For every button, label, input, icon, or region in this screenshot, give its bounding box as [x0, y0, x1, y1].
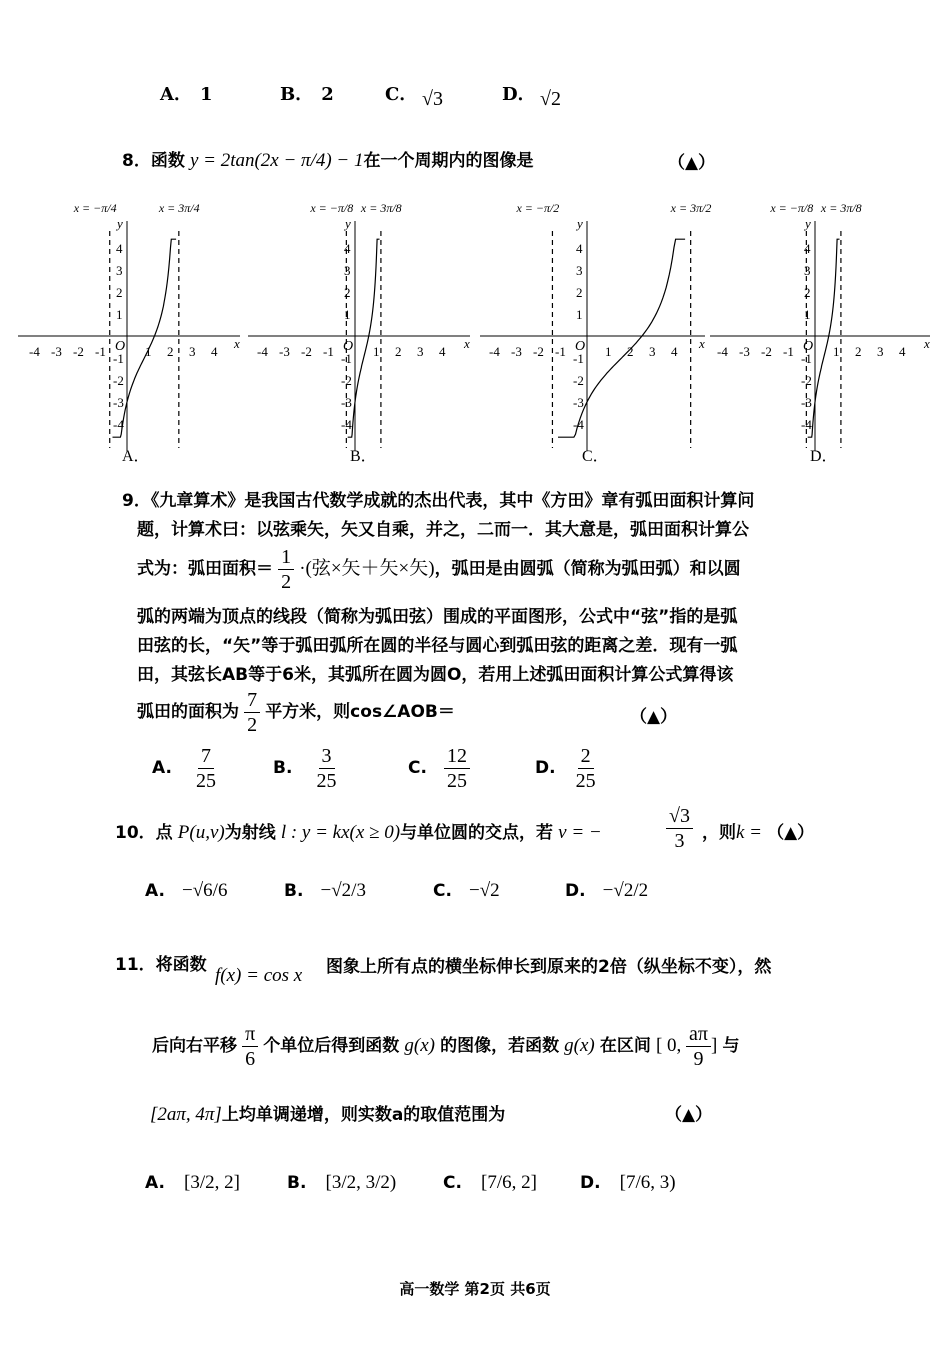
q11-line3: [2aπ, 4π]上均单调递增，则实数a的取值范围为: [150, 1104, 506, 1125]
q9-line5: 田弦的长，“矢”等于弧田弧所在圆的半径与圆心到弧田弦的距离之差．现有一弧: [137, 636, 738, 656]
x-tick-label: -2: [761, 344, 772, 359]
q7-option-b: B． 2: [280, 84, 334, 105]
x-tick-label: 4: [899, 344, 906, 359]
y-tick-label: -3: [113, 395, 124, 410]
x-tick-label: -4: [489, 344, 500, 359]
q9-line2: 题，计算术曰：以弦乘矢，矢又自乘，并之，二而一．其大意是，弧田面积计算公: [137, 520, 749, 540]
x-tick-label: -4: [717, 344, 728, 359]
y-tick-label: 2: [576, 285, 583, 300]
y-axis-label: y: [805, 216, 811, 231]
q10-v-fraction: $\frac{√3}{3}$: [666, 804, 693, 853]
origin-label: O: [343, 339, 354, 354]
y-tick-label: 3: [344, 263, 351, 278]
x-tick-label: 3: [649, 344, 656, 359]
q10-option-c: C. −√2: [433, 880, 500, 901]
y-tick-label: -2: [573, 373, 584, 388]
q9-line3: 式为：弧田面积＝ $\frac{1}{2}$ ·(弦×矢＋矢×矢)，弧田是由圆弧（简称为弧田弧）和以圆: [137, 546, 741, 593]
asymptote-right-label: x = 3π/8: [820, 201, 862, 215]
graph-option-label: A．: [122, 448, 150, 465]
x-tick-label: 1: [833, 344, 840, 359]
y-tick-label: 4: [116, 241, 123, 256]
y-axis-label: y: [577, 216, 583, 231]
x-tick-label: 2: [855, 344, 862, 359]
asymptote-left-label: x = −π/2: [516, 201, 560, 215]
q9-option-c: C. $\frac{12}{25}$: [408, 744, 470, 793]
asymptote-left-label: x = −π/8: [310, 201, 354, 215]
q10-stem: 10．点 P(u,v)为射线 l : y = kx(x ≥ 0)与单位圆的交点，若 v = −: [115, 822, 602, 843]
q9-line4: 弧的两端为顶点的线段（简称为弧田弦）围成的平面图形，公式中“弦”指的是弧: [137, 607, 738, 627]
q9-area-fraction: $\frac{7}{2}$: [244, 688, 260, 737]
q9-half-fraction: $\frac{1}{2}$: [278, 545, 294, 594]
q11-shift-fraction: $\frac{\pi}{6}$: [242, 1022, 258, 1071]
q7-option-d: D．: [502, 84, 536, 105]
q8-graphs: [0, 180, 950, 475]
x-tick-label: -3: [51, 344, 62, 359]
graph-option-label: D．: [810, 448, 838, 465]
q8-stem: 8．函数 y = 2tan(2x − π/4) − 1在一个周期内的图像是: [122, 150, 534, 171]
q11-option-c: C. [7/6, 2]: [443, 1172, 537, 1193]
q11-option-b: B. [3/2, 3/2): [287, 1172, 397, 1193]
y-tick-label: -1: [341, 351, 352, 366]
q11-line2: 后向右平移 $\frac{\pi}{6}$ 个单位后得到函数 g(x) 的图像，若函数 g(x) 在区间 [ 0, $\frac{a\pi}{9}$ ] 与: [152, 1023, 740, 1070]
x-tick-label: -4: [29, 344, 40, 359]
q9-option-a: A. $\frac{7}{25}$: [152, 745, 217, 792]
asymptote-right-label: x = 3π/4: [158, 201, 200, 215]
asymptote-left-label: x = −π/8: [770, 201, 814, 215]
y-tick-label: 4: [576, 241, 583, 256]
y-tick-label: 4: [344, 241, 351, 256]
y-tick-label: -2: [801, 373, 812, 388]
q9-answer-mark: （▲）: [630, 707, 678, 727]
x-tick-label: -2: [301, 344, 312, 359]
y-tick-label: 2: [344, 285, 351, 300]
y-tick-label: 2: [116, 285, 123, 300]
q11-func: f(x) = cos x: [215, 965, 303, 986]
page-footer: 高一数学 第2页 共6页: [399, 1280, 551, 1298]
q8-answer-mark: （▲）: [668, 153, 716, 173]
y-tick-label: -1: [573, 351, 584, 366]
x-tick-label: 1: [373, 344, 380, 359]
q9-line7: 弧田的面积为 $\frac{7}{2}$ 平方米，则cos∠AOB＝: [137, 689, 455, 736]
x-axis-label: x: [924, 336, 930, 351]
x-tick-label: -3: [511, 344, 522, 359]
q11-option-a: A. [3/2, 2]: [145, 1172, 240, 1193]
x-tick-label: 2: [627, 344, 634, 359]
x-tick-label: 4: [439, 344, 446, 359]
x-tick-label: 3: [417, 344, 424, 359]
y-tick-label: 3: [576, 263, 583, 278]
y-tick-label: 1: [344, 307, 351, 322]
asymptote-left-label: x = −π/4: [73, 201, 117, 215]
x-tick-label: -1: [95, 344, 106, 359]
y-tick-label: -3: [341, 395, 352, 410]
x-tick-label: 4: [671, 344, 678, 359]
graph-option-label: B．: [350, 448, 377, 465]
y-tick-label: 1: [804, 307, 811, 322]
y-axis-label: y: [345, 216, 351, 231]
x-tick-label: -2: [533, 344, 544, 359]
graph-option-label: C．: [582, 448, 609, 465]
y-tick-label: 3: [804, 263, 811, 278]
y-tick-label: -4: [113, 417, 124, 432]
y-tick-label: 1: [116, 307, 123, 322]
y-tick-label: -4: [573, 417, 584, 432]
y-tick-label: -2: [113, 373, 124, 388]
q9-line6: 田，其弦长AB等于6米，其弧所在圆为圆O，若用上述弧田面积计算公式算得该: [137, 665, 734, 685]
q11-line1-rest: 图象上所有点的横坐标伸长到原来的2倍（纵坐标不变），然: [326, 957, 772, 977]
x-tick-label: -3: [279, 344, 290, 359]
x-tick-label: 2: [167, 344, 174, 359]
q10-option-d: D. −√2/2: [565, 880, 649, 901]
q11-interval-fraction: $\frac{a\pi}{9}$: [686, 1022, 711, 1071]
q9-line1: 9．《九章算术》是我国古代数学成就的杰出代表，其中《方田》章有弧田面积计算问: [122, 491, 755, 511]
y-tick-label: -1: [113, 351, 124, 366]
origin-label: O: [575, 339, 586, 354]
x-axis-label: x: [699, 336, 705, 351]
q11-answer-mark: （▲）: [665, 1105, 713, 1125]
x-axis-label: x: [464, 336, 470, 351]
x-axis-label: x: [234, 336, 240, 351]
y-axis-label: y: [117, 216, 123, 231]
q7-option-a: A． 1: [160, 84, 213, 105]
y-tick-label: -3: [801, 395, 812, 410]
x-tick-label: 1: [605, 344, 612, 359]
asymptote-right-label: x = 3π/8: [360, 201, 402, 215]
x-tick-label: -2: [73, 344, 84, 359]
y-tick-label: 3: [116, 263, 123, 278]
q7-option-c-value: √3: [422, 88, 443, 110]
x-tick-label: 2: [395, 344, 402, 359]
q9-option-d: D. $\frac{2}{25}$: [535, 745, 596, 792]
q10-option-a: A. −√6/6: [145, 880, 228, 901]
x-tick-label: -1: [783, 344, 794, 359]
y-tick-label: -4: [341, 417, 352, 432]
q11-option-d: D. [7/6, 3): [580, 1172, 676, 1193]
x-tick-label: 3: [189, 344, 196, 359]
q9-option-b: B. $\frac{3}{25}$: [273, 745, 337, 792]
q7-option-d-value: √2: [540, 88, 561, 110]
y-tick-label: 4: [804, 241, 811, 256]
x-tick-label: 1: [145, 344, 152, 359]
y-tick-label: 1: [576, 307, 583, 322]
x-tick-label: 3: [877, 344, 884, 359]
origin-label: O: [803, 339, 814, 354]
y-tick-label: -2: [341, 373, 352, 388]
x-tick-label: -3: [739, 344, 750, 359]
q11-line1: 11．将函数: [115, 955, 207, 975]
x-tick-label: 4: [211, 344, 218, 359]
y-tick-label: 2: [804, 285, 811, 300]
x-tick-label: -4: [257, 344, 268, 359]
x-tick-label: -1: [555, 344, 566, 359]
origin-label: O: [115, 339, 126, 354]
y-tick-label: -4: [801, 417, 812, 432]
y-tick-label: -3: [573, 395, 584, 410]
q10-option-b: B. −√2/3: [284, 880, 366, 901]
q10-ask: ，则k = （▲）: [702, 822, 815, 843]
asymptote-right-label: x = 3π/2: [670, 201, 712, 215]
x-tick-label: -1: [323, 344, 334, 359]
q7-option-c: C．: [385, 84, 418, 105]
y-tick-label: -1: [801, 351, 812, 366]
